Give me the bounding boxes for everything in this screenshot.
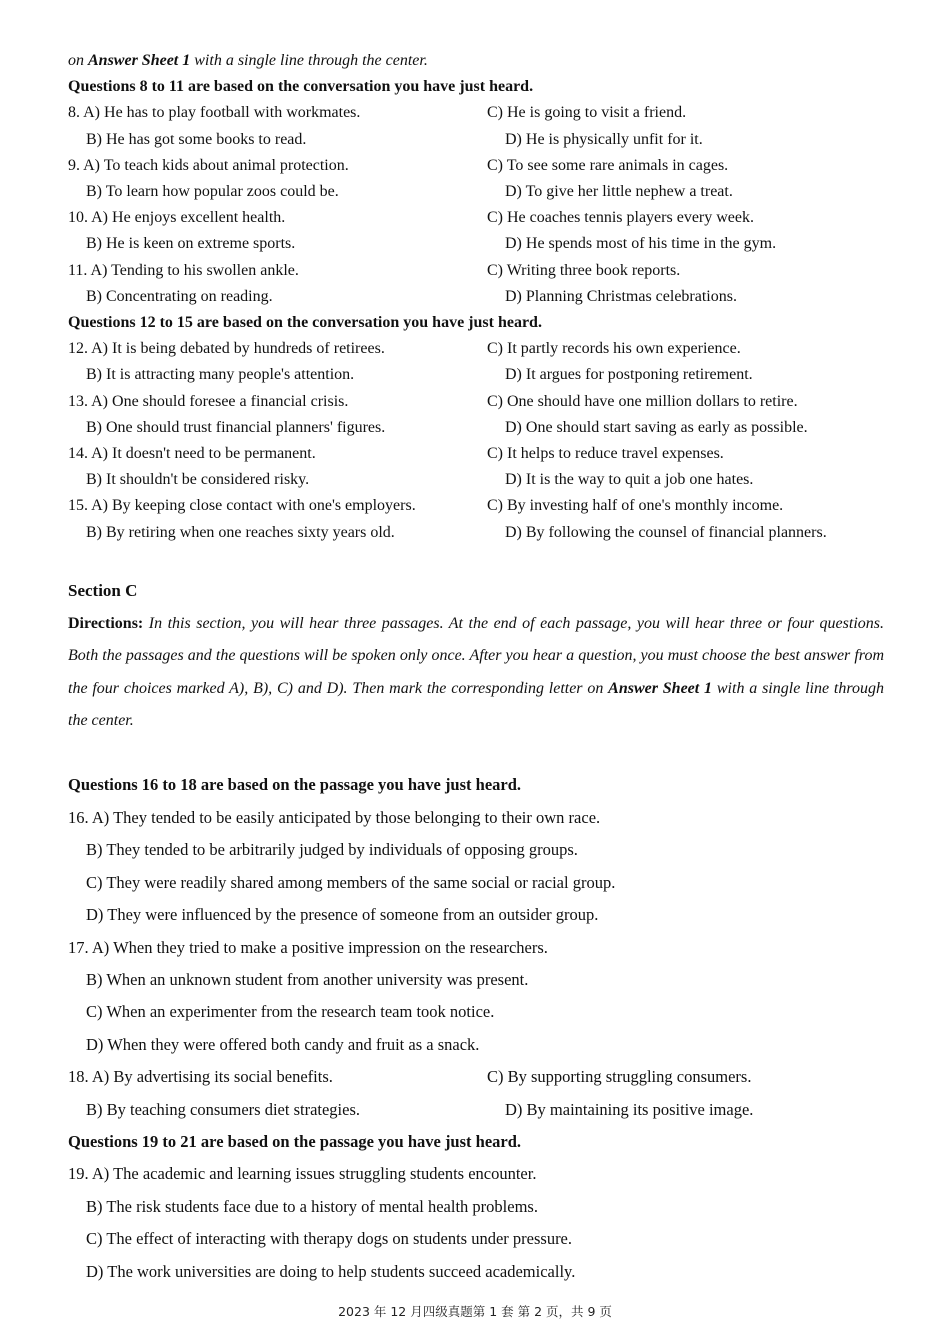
option-17d: D) When they were offered both candy and fruit as a snack.	[86, 1034, 480, 1054]
option-15a: A) By keeping close contact with one's employers.	[91, 497, 416, 515]
option-13b: B) One should trust financial planners' figures.	[86, 418, 386, 436]
option-8c: C) He is going to visit a friend.	[487, 104, 687, 122]
option-16c: C) They were readily shared among members of the same social or racial group.	[86, 872, 616, 892]
question-15-row-2	[68, 520, 884, 546]
option-9d: D) To give her little nephew a treat.	[505, 183, 733, 201]
option-14d: D) It is the way to quit a job one hates.	[505, 471, 754, 489]
section-c-directions: Directions: In this section, you will hear three passages. At the end of each passage, you will hear three or four questions. Both the passages and the questions will be spoken only once. After you hear a question, you must choose the best answer from the four choices marked A), B), C) and D). Then mark the corresponding letter on Answer Sheet 1 with a single line through the center.	[68, 614, 885, 730]
question-8-row-2	[68, 127, 884, 153]
question-15-row-1: 15. A) By keeping close contact with one's employers. C) By investing half of one's monthly income.	[68, 493, 884, 519]
question-8-row-1: 8. A) He has to play football with workmates. C) He is going to visit a friend.	[68, 100, 884, 126]
option-17c: C) When an experimenter from the research team took notice.	[86, 1002, 495, 1022]
question-13-row-2	[68, 415, 884, 441]
option-19a: 19. A) The academic and learning issues struggling students encounter.	[68, 1164, 537, 1184]
option-15b: B) By retiring when one reaches sixty years old.	[86, 523, 395, 541]
option-10d: D) He spends most of his time in the gym.	[505, 235, 777, 253]
answer-sheet-ref-2: Answer Sheet 1	[608, 679, 713, 697]
question-9-row-2	[68, 179, 884, 205]
option-16b: B) They tended to be arbitrarily judged by individuals of opposing groups.	[86, 840, 578, 860]
option-12c: C) It partly records his own experience.	[487, 340, 741, 358]
option-13a: A) One should foresee a financial crisis.	[91, 392, 349, 410]
group-heading-12-15: Questions 12 to 15 are based on the conversation you have just heard.	[68, 314, 542, 332]
group-heading-16-18: Questions 16 to 18 are based on the passage you have just heard.	[68, 775, 522, 795]
option-19b: B) The risk students face due to a history of mental health problems.	[86, 1196, 538, 1216]
option-12a: A) It is being debated by hundreds of retirees.	[91, 340, 385, 358]
question-10-row-1: 10. A) He enjoys excellent health. C) He coaches tennis players every week.	[68, 205, 884, 231]
option-16d: D) They were influenced by the presence of someone from an outsider group.	[86, 905, 599, 925]
option-17a: 17. A) When they tried to make a positive impression on the researchers.	[68, 937, 548, 957]
option-15c: C) By investing half of one's monthly income.	[487, 497, 784, 515]
question-18-row-2	[68, 1094, 884, 1126]
option-8b: B) He has got some books to read.	[86, 130, 307, 148]
option-11d: D) Planning Christmas celebrations.	[505, 287, 737, 305]
question-11-row-1: 11. A) Tending to his swollen ankle. C) Writing three book reports.	[68, 258, 884, 284]
option-17b: B) When an unknown student from another university was present.	[86, 969, 529, 989]
option-18b: B) By teaching consumers diet strategies.	[86, 1099, 361, 1119]
option-18a: A) By advertising its social benefits.	[91, 1067, 333, 1087]
question-10-row-2	[68, 231, 884, 257]
question-18-row-1: 18. A) By advertising its social benefits. C) By supporting struggling consumers.	[68, 1061, 884, 1093]
answer-sheet-ref: Answer Sheet 1	[88, 52, 191, 69]
option-12b: B) It is attracting many people's attention.	[86, 366, 355, 384]
question-14-row-2	[68, 467, 884, 493]
option-10b: B) He is keen on extreme sports.	[86, 235, 296, 253]
option-9b: B) To learn how popular zoos could be.	[86, 183, 339, 201]
option-8d: D) He is physically unfit for it.	[505, 130, 703, 148]
option-14c: C) It helps to reduce travel expenses.	[487, 445, 724, 463]
option-13c: C) One should have one million dollars to retire.	[487, 392, 798, 410]
exam-page	[68, 48, 884, 1288]
option-11a: A) Tending to his swollen ankle.	[90, 261, 299, 279]
option-11c: C) Writing three book reports.	[487, 261, 681, 279]
option-10c: C) He coaches tennis players every week.	[487, 209, 754, 227]
option-9a: A) To teach kids about animal protection.	[83, 156, 349, 174]
intro-line: on Answer Sheet 1 with a single line through the center.	[68, 52, 428, 69]
option-14a: A) It doesn't need to be permanent.	[91, 445, 316, 463]
option-8a: A) He has to play football with workmates.	[83, 104, 361, 122]
directions-label: Directions:	[68, 614, 144, 632]
page-footer: 2023 年 12 月四级真题第 1 套 第 2 页，共 9 页	[338, 1304, 612, 1319]
option-12d: D) It argues for postponing retirement.	[505, 366, 753, 384]
option-14b: B) It shouldn't be considered risky.	[86, 471, 310, 489]
group-heading-8-11: Questions 8 to 11 are based on the conversation you have just heard.	[68, 78, 534, 96]
option-19c: C) The effect of interacting with therapy dogs on students under pressure.	[86, 1229, 573, 1249]
option-13d: D) One should start saving as early as possible.	[505, 418, 808, 436]
question-12-row-2	[68, 362, 884, 388]
option-15d: D) By following the counsel of financial planners.	[505, 523, 827, 541]
option-16a: 16. A) They tended to be easily anticipated by those belonging to their own race.	[68, 807, 601, 827]
question-13-row-1: 13. A) One should foresee a financial crisis. C) One should have one million dollars to retire.	[68, 389, 884, 415]
option-11b: B) Concentrating on reading.	[86, 287, 273, 305]
option-18c: C) By supporting struggling consumers.	[487, 1067, 752, 1087]
question-12-row-1: 12. A) It is being debated by hundreds of retirees. C) It partly records his own experience.	[68, 336, 884, 362]
option-18d: D) By maintaining its positive image.	[505, 1099, 754, 1119]
question-14-row-1: 14. A) It doesn't need to be permanent. C) It helps to reduce travel expenses.	[68, 441, 884, 467]
option-19d: D) The work universities are doing to help students succeed academically.	[86, 1261, 576, 1281]
group-heading-19-21: Questions 19 to 21 are based on the passage you have just heard.	[68, 1131, 522, 1151]
section-c-title: Section C	[68, 580, 138, 600]
question-11-row-2	[68, 284, 884, 310]
option-10a: A) He enjoys excellent health.	[91, 209, 286, 227]
option-9c: C) To see some rare animals in cages.	[487, 156, 729, 174]
question-9-row-1: 9. A) To teach kids about animal protection. C) To see some rare animals in cages.	[68, 153, 884, 179]
